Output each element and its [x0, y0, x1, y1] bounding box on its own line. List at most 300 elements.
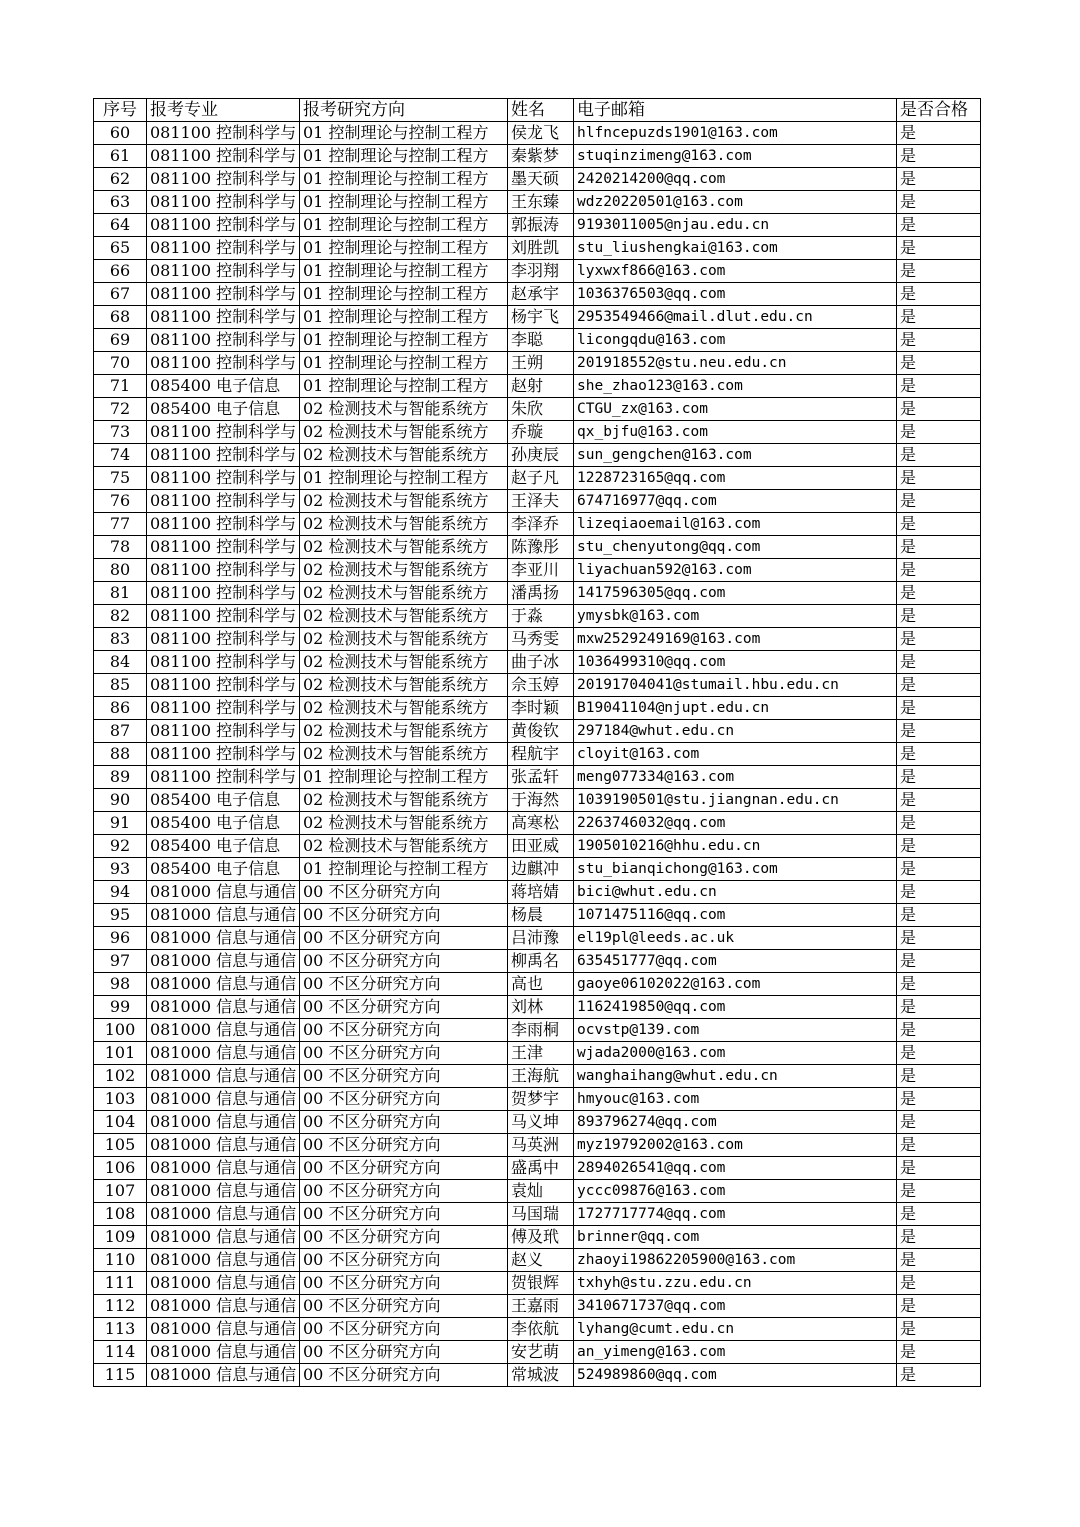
cell-serial: 103 [94, 1088, 147, 1111]
table-row [94, 605, 981, 628]
cell-email: stu_bianqichong@163.com [574, 858, 897, 881]
cell-email: lyhang@cumt.edu.cn [574, 1318, 897, 1341]
cell-serial: 84 [94, 651, 147, 674]
cell-email: 893796274@qq.com [574, 1111, 897, 1134]
cell-serial: 66 [94, 260, 147, 283]
cell-name: 赵射 [508, 375, 574, 398]
cell-serial: 99 [94, 996, 147, 1019]
cell-name: 田亚威 [508, 835, 574, 858]
cell-qualified: 是 [897, 1272, 981, 1295]
cell-name: 李羽翔 [508, 260, 574, 283]
cell-name: 马英洲 [508, 1134, 574, 1157]
cell-major: 081000 信息与通信 [147, 1226, 300, 1249]
cell-qualified: 是 [897, 743, 981, 766]
cell-serial: 101 [94, 1042, 147, 1065]
cell-name: 袁灿 [508, 1180, 574, 1203]
cell-major: 081000 信息与通信 [147, 904, 300, 927]
cell-direction: 00 不区分研究方向 [300, 1019, 508, 1042]
cell-email: she_zhao123@163.com [574, 375, 897, 398]
cell-serial: 113 [94, 1318, 147, 1341]
cell-name: 李雨桐 [508, 1019, 574, 1042]
cell-email: wjada2000@163.com [574, 1042, 897, 1065]
cell-direction: 01 控制理论与控制工程方 [300, 145, 508, 168]
table-row [94, 1157, 981, 1180]
cell-name: 曲子冰 [508, 651, 574, 674]
cell-qualified: 是 [897, 467, 981, 490]
cell-name: 高也 [508, 973, 574, 996]
cell-name: 蒋培婧 [508, 881, 574, 904]
cell-major: 081000 信息与通信 [147, 1042, 300, 1065]
cell-name: 王嘉雨 [508, 1295, 574, 1318]
cell-name: 李依航 [508, 1318, 574, 1341]
cell-major: 081000 信息与通信 [147, 1318, 300, 1341]
cell-major: 081100 控制科学与 [147, 260, 300, 283]
cell-direction: 02 检测技术与智能系统方 [300, 605, 508, 628]
cell-serial: 94 [94, 881, 147, 904]
cell-name: 墨天硕 [508, 168, 574, 191]
cell-name: 安艺萌 [508, 1341, 574, 1364]
cell-qualified: 是 [897, 1088, 981, 1111]
cell-name: 王津 [508, 1042, 574, 1065]
table-row [94, 421, 981, 444]
table-row [94, 1042, 981, 1065]
cell-major: 081100 控制科学与 [147, 674, 300, 697]
cell-direction: 02 检测技术与智能系统方 [300, 559, 508, 582]
cell-major: 081100 控制科学与 [147, 306, 300, 329]
cell-major: 081100 控制科学与 [147, 444, 300, 467]
cell-email: lyxwxf866@163.com [574, 260, 897, 283]
cell-name: 王海航 [508, 1065, 574, 1088]
cell-direction: 02 检测技术与智能系统方 [300, 835, 508, 858]
cell-qualified: 是 [897, 605, 981, 628]
table-row [94, 1088, 981, 1111]
cell-serial: 82 [94, 605, 147, 628]
table-row [94, 950, 981, 973]
cell-serial: 114 [94, 1341, 147, 1364]
cell-major: 081000 信息与通信 [147, 1180, 300, 1203]
cell-major: 081100 控制科学与 [147, 559, 300, 582]
cell-email: wdz20220501@163.com [574, 191, 897, 214]
cell-major: 081100 控制科学与 [147, 214, 300, 237]
cell-serial: 104 [94, 1111, 147, 1134]
cell-direction: 00 不区分研究方向 [300, 1364, 508, 1387]
cell-email: 1071475116@qq.com [574, 904, 897, 927]
cell-qualified: 是 [897, 329, 981, 352]
cell-serial: 87 [94, 720, 147, 743]
cell-name: 马国瑞 [508, 1203, 574, 1226]
cell-email: qx_bjfu@163.com [574, 421, 897, 444]
cell-name: 赵子凡 [508, 467, 574, 490]
cell-name: 贺银辉 [508, 1272, 574, 1295]
cell-direction: 02 检测技术与智能系统方 [300, 789, 508, 812]
cell-qualified: 是 [897, 651, 981, 674]
cell-major: 081000 信息与通信 [147, 950, 300, 973]
table-row [94, 1111, 981, 1134]
cell-serial: 110 [94, 1249, 147, 1272]
cell-email: stu_liushengkai@163.com [574, 237, 897, 260]
cell-email: ymysbk@163.com [574, 605, 897, 628]
cell-direction: 02 检测技术与智能系统方 [300, 536, 508, 559]
table-row [94, 835, 981, 858]
cell-name: 于淼 [508, 605, 574, 628]
cell-direction: 01 控制理论与控制工程方 [300, 306, 508, 329]
cell-email: meng077334@163.com [574, 766, 897, 789]
cell-serial: 92 [94, 835, 147, 858]
cell-qualified: 是 [897, 168, 981, 191]
cell-email: licongqdu@163.com [574, 329, 897, 352]
cell-email: yccc09876@163.com [574, 1180, 897, 1203]
cell-serial: 81 [94, 582, 147, 605]
cell-direction: 00 不区分研究方向 [300, 927, 508, 950]
cell-name: 孙庚辰 [508, 444, 574, 467]
cell-email: gaoye06102022@163.com [574, 973, 897, 996]
table-row [94, 352, 981, 375]
cell-name: 郭振涛 [508, 214, 574, 237]
cell-direction: 00 不区分研究方向 [300, 1295, 508, 1318]
table-row [94, 490, 981, 513]
cell-email: sun_gengchen@163.com [574, 444, 897, 467]
table-row [94, 1180, 981, 1203]
cell-name: 边麒冲 [508, 858, 574, 881]
cell-name: 李亚川 [508, 559, 574, 582]
cell-major: 081100 控制科学与 [147, 513, 300, 536]
cell-name: 杨宇飞 [508, 306, 574, 329]
cell-major: 081100 控制科学与 [147, 743, 300, 766]
cell-email: 2894026541@qq.com [574, 1157, 897, 1180]
cell-major: 081100 控制科学与 [147, 421, 300, 444]
cell-name: 程航宇 [508, 743, 574, 766]
cell-qualified: 是 [897, 881, 981, 904]
cell-email: 297184@whut.edu.cn [574, 720, 897, 743]
cell-serial: 93 [94, 858, 147, 881]
cell-serial: 106 [94, 1157, 147, 1180]
cell-qualified: 是 [897, 513, 981, 536]
cell-email: 635451777@qq.com [574, 950, 897, 973]
cell-name: 刘胜凯 [508, 237, 574, 260]
cell-major: 081100 控制科学与 [147, 283, 300, 306]
cell-major: 081100 控制科学与 [147, 490, 300, 513]
cell-email: CTGU_zx@163.com [574, 398, 897, 421]
table-row [94, 743, 981, 766]
table-row [94, 191, 981, 214]
cell-name: 贺梦宇 [508, 1088, 574, 1111]
cell-serial: 88 [94, 743, 147, 766]
cell-serial: 97 [94, 950, 147, 973]
table-row [94, 1364, 981, 1387]
cell-email: stuqinzimeng@163.com [574, 145, 897, 168]
table-row [94, 789, 981, 812]
cell-major: 081100 控制科学与 [147, 329, 300, 352]
cell-major: 081000 信息与通信 [147, 1341, 300, 1364]
cell-major: 081100 控制科学与 [147, 766, 300, 789]
cell-direction: 02 检测技术与智能系统方 [300, 720, 508, 743]
cell-name: 张孟轩 [508, 766, 574, 789]
cell-direction: 00 不区分研究方向 [300, 1249, 508, 1272]
cell-name: 黄俊钦 [508, 720, 574, 743]
table-row [94, 1341, 981, 1364]
cell-email: 2263746032@qq.com [574, 812, 897, 835]
cell-serial: 109 [94, 1226, 147, 1249]
cell-email: 2420214200@qq.com [574, 168, 897, 191]
table-row [94, 996, 981, 1019]
table-row [94, 536, 981, 559]
cell-qualified: 是 [897, 697, 981, 720]
cell-direction: 02 检测技术与智能系统方 [300, 674, 508, 697]
cell-direction: 02 检测技术与智能系统方 [300, 697, 508, 720]
table-row [94, 904, 981, 927]
cell-email: lizeqiaoemail@163.com [574, 513, 897, 536]
cell-serial: 83 [94, 628, 147, 651]
cell-qualified: 是 [897, 628, 981, 651]
cell-email: 674716977@qq.com [574, 490, 897, 513]
cell-name: 王朔 [508, 352, 574, 375]
cell-serial: 98 [94, 973, 147, 996]
cell-major: 081000 信息与通信 [147, 1134, 300, 1157]
cell-name: 刘林 [508, 996, 574, 1019]
cell-qualified: 是 [897, 1019, 981, 1042]
cell-qualified: 是 [897, 1203, 981, 1226]
cell-email: bici@whut.edu.cn [574, 881, 897, 904]
cell-email: 1905010216@hhu.edu.cn [574, 835, 897, 858]
cell-major: 081100 控制科学与 [147, 168, 300, 191]
table-row [94, 306, 981, 329]
cell-major: 081100 控制科学与 [147, 352, 300, 375]
cell-qualified: 是 [897, 812, 981, 835]
cell-major: 081100 控制科学与 [147, 720, 300, 743]
table-row [94, 1134, 981, 1157]
cell-direction: 00 不区分研究方向 [300, 996, 508, 1019]
cell-qualified: 是 [897, 1341, 981, 1364]
cell-major: 081100 控制科学与 [147, 536, 300, 559]
table-row [94, 858, 981, 881]
cell-email: 1039190501@stu.jiangnan.edu.cn [574, 789, 897, 812]
cell-qualified: 是 [897, 858, 981, 881]
cell-email: hmyouc@163.com [574, 1088, 897, 1111]
cell-email: liyachuan592@163.com [574, 559, 897, 582]
cell-major: 085400 电子信息 [147, 858, 300, 881]
cell-direction: 02 检测技术与智能系统方 [300, 628, 508, 651]
cell-qualified: 是 [897, 904, 981, 927]
cell-serial: 61 [94, 145, 147, 168]
cell-qualified: 是 [897, 260, 981, 283]
cell-major: 081000 信息与通信 [147, 1272, 300, 1295]
cell-direction: 01 控制理论与控制工程方 [300, 467, 508, 490]
cell-serial: 91 [94, 812, 147, 835]
cell-serial: 112 [94, 1295, 147, 1318]
cell-email: 2953549466@mail.dlut.edu.cn [574, 306, 897, 329]
cell-major: 081000 信息与通信 [147, 927, 300, 950]
cell-major: 081000 信息与通信 [147, 996, 300, 1019]
cell-serial: 68 [94, 306, 147, 329]
table-row [94, 559, 981, 582]
cell-serial: 85 [94, 674, 147, 697]
table-row [94, 1295, 981, 1318]
cell-direction: 01 控制理论与控制工程方 [300, 237, 508, 260]
cell-email: wanghaihang@whut.edu.cn [574, 1065, 897, 1088]
cell-qualified: 是 [897, 1042, 981, 1065]
cell-email: 1228723165@qq.com [574, 467, 897, 490]
table-row [94, 674, 981, 697]
cell-serial: 73 [94, 421, 147, 444]
cell-serial: 89 [94, 766, 147, 789]
cell-email: myz19792002@163.com [574, 1134, 897, 1157]
header-serial: 序号 [94, 99, 147, 122]
cell-major: 081100 控制科学与 [147, 145, 300, 168]
cell-direction: 01 控制理论与控制工程方 [300, 329, 508, 352]
cell-major: 081100 控制科学与 [147, 628, 300, 651]
table-row [94, 628, 981, 651]
cell-serial: 70 [94, 352, 147, 375]
cell-name: 陈豫彤 [508, 536, 574, 559]
table-row [94, 1203, 981, 1226]
cell-serial: 86 [94, 697, 147, 720]
cell-serial: 107 [94, 1180, 147, 1203]
cell-qualified: 是 [897, 927, 981, 950]
cell-qualified: 是 [897, 582, 981, 605]
cell-name: 吕沛豫 [508, 927, 574, 950]
table-row [94, 812, 981, 835]
cell-serial: 102 [94, 1065, 147, 1088]
cell-email: ocvstp@139.com [574, 1019, 897, 1042]
cell-email: mxw2529249169@163.com [574, 628, 897, 651]
cell-qualified: 是 [897, 398, 981, 421]
cell-name: 马秀雯 [508, 628, 574, 651]
table-row [94, 651, 981, 674]
cell-major: 081000 信息与通信 [147, 1019, 300, 1042]
table-row [94, 582, 981, 605]
cell-serial: 78 [94, 536, 147, 559]
cell-serial: 105 [94, 1134, 147, 1157]
cell-direction: 01 控制理论与控制工程方 [300, 260, 508, 283]
table-row [94, 260, 981, 283]
cell-major: 085400 电子信息 [147, 375, 300, 398]
cell-major: 085400 电子信息 [147, 812, 300, 835]
cell-major: 081100 控制科学与 [147, 191, 300, 214]
table-row [94, 168, 981, 191]
cell-qualified: 是 [897, 283, 981, 306]
cell-qualified: 是 [897, 789, 981, 812]
cell-email: 9193011005@njau.edu.cn [574, 214, 897, 237]
cell-direction: 00 不区分研究方向 [300, 881, 508, 904]
table-row [94, 1272, 981, 1295]
table-row [94, 927, 981, 950]
cell-serial: 65 [94, 237, 147, 260]
cell-name: 柳禹名 [508, 950, 574, 973]
cell-direction: 00 不区分研究方向 [300, 1318, 508, 1341]
cell-name: 杨晨 [508, 904, 574, 927]
cell-serial: 60 [94, 122, 147, 145]
cell-name: 王东臻 [508, 191, 574, 214]
cell-qualified: 是 [897, 1295, 981, 1318]
cell-qualified: 是 [897, 1134, 981, 1157]
cell-direction: 00 不区分研究方向 [300, 973, 508, 996]
cell-major: 081000 信息与通信 [147, 1249, 300, 1272]
cell-direction: 02 检测技术与智能系统方 [300, 743, 508, 766]
table-row [94, 1226, 981, 1249]
cell-qualified: 是 [897, 1364, 981, 1387]
cell-major: 081000 信息与通信 [147, 1157, 300, 1180]
table-row [94, 214, 981, 237]
cell-qualified: 是 [897, 950, 981, 973]
cell-email: el19pl@leeds.ac.uk [574, 927, 897, 950]
cell-name: 常城波 [508, 1364, 574, 1387]
cell-direction: 01 控制理论与控制工程方 [300, 766, 508, 789]
cell-qualified: 是 [897, 1157, 981, 1180]
cell-qualified: 是 [897, 536, 981, 559]
cell-direction: 00 不区分研究方向 [300, 1042, 508, 1065]
cell-serial: 69 [94, 329, 147, 352]
cell-name: 李时颖 [508, 697, 574, 720]
cell-serial: 77 [94, 513, 147, 536]
cell-serial: 90 [94, 789, 147, 812]
cell-direction: 01 控制理论与控制工程方 [300, 283, 508, 306]
table-row [94, 398, 981, 421]
cell-qualified: 是 [897, 1318, 981, 1341]
cell-email: 3410671737@qq.com [574, 1295, 897, 1318]
cell-name: 赵承宇 [508, 283, 574, 306]
cell-qualified: 是 [897, 1111, 981, 1134]
cell-major: 081100 控制科学与 [147, 605, 300, 628]
cell-qualified: 是 [897, 766, 981, 789]
cell-direction: 00 不区分研究方向 [300, 1341, 508, 1364]
header-name: 姓名 [508, 99, 574, 122]
cell-direction: 01 控制理论与控制工程方 [300, 352, 508, 375]
cell-name: 盛禹中 [508, 1157, 574, 1180]
cell-serial: 96 [94, 927, 147, 950]
cell-major: 085400 电子信息 [147, 398, 300, 421]
cell-direction: 00 不区分研究方向 [300, 1157, 508, 1180]
cell-direction: 00 不区分研究方向 [300, 1203, 508, 1226]
cell-email: stu_chenyutong@qq.com [574, 536, 897, 559]
cell-qualified: 是 [897, 421, 981, 444]
cell-serial: 111 [94, 1272, 147, 1295]
cell-serial: 63 [94, 191, 147, 214]
cell-email: 1162419850@qq.com [574, 996, 897, 1019]
cell-qualified: 是 [897, 835, 981, 858]
cell-direction: 02 检测技术与智能系统方 [300, 513, 508, 536]
applicant-table [93, 98, 981, 1387]
cell-direction: 02 检测技术与智能系统方 [300, 398, 508, 421]
cell-qualified: 是 [897, 559, 981, 582]
table-row [94, 766, 981, 789]
cell-email: txhyh@stu.zzu.edu.cn [574, 1272, 897, 1295]
cell-qualified: 是 [897, 720, 981, 743]
cell-major: 081000 信息与通信 [147, 1111, 300, 1134]
cell-qualified: 是 [897, 1180, 981, 1203]
cell-name: 高寒松 [508, 812, 574, 835]
cell-direction: 01 控制理论与控制工程方 [300, 122, 508, 145]
cell-direction: 02 检测技术与智能系统方 [300, 582, 508, 605]
cell-direction: 00 不区分研究方向 [300, 1111, 508, 1134]
header-major: 报考专业 [147, 99, 300, 122]
cell-email: 20191704041@stumail.hbu.edu.cn [574, 674, 897, 697]
cell-qualified: 是 [897, 214, 981, 237]
cell-serial: 115 [94, 1364, 147, 1387]
cell-major: 081000 信息与通信 [147, 881, 300, 904]
cell-qualified: 是 [897, 191, 981, 214]
cell-major: 081100 控制科学与 [147, 697, 300, 720]
table-row [94, 1019, 981, 1042]
cell-serial: 80 [94, 559, 147, 582]
cell-serial: 100 [94, 1019, 147, 1042]
cell-serial: 76 [94, 490, 147, 513]
cell-direction: 00 不区分研究方向 [300, 1134, 508, 1157]
cell-direction: 01 控制理论与控制工程方 [300, 858, 508, 881]
table-row [94, 237, 981, 260]
table-row [94, 467, 981, 490]
cell-name: 王泽夫 [508, 490, 574, 513]
table-row [94, 1249, 981, 1272]
